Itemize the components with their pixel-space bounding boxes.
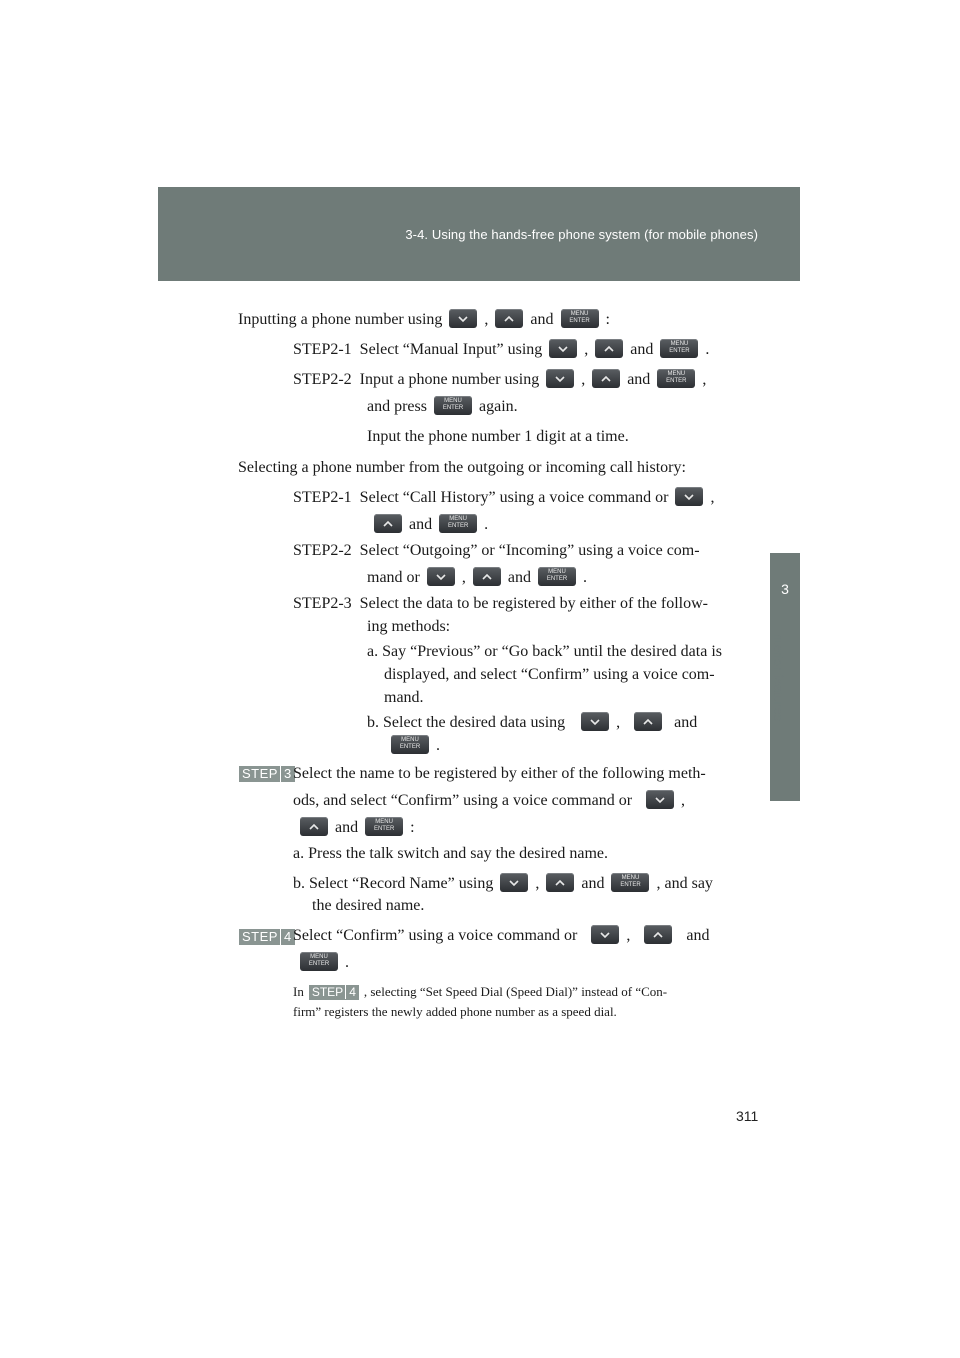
text: 4	[345, 985, 356, 999]
menu-enter-label: MENU ENTER	[447, 515, 469, 529]
step3-line1	[293, 764, 706, 784]
menu-enter-icon	[439, 514, 477, 533]
chevron-down-icon	[500, 873, 528, 892]
text: and	[409, 516, 433, 533]
chevron-up-icon	[644, 925, 672, 944]
method-a	[367, 642, 722, 662]
text: b. Select the desired data using	[367, 714, 566, 731]
text: ,	[535, 875, 540, 892]
text: and	[530, 311, 554, 328]
method-a-cont2	[384, 688, 424, 708]
menu-enter-label: MENU ENTER	[620, 874, 641, 888]
speed-dial-note	[293, 984, 667, 1000]
menu-enter-label: MENU ENTER	[308, 953, 330, 967]
text: Select “Outgoing” or “Incoming” using a voice com-	[359, 542, 700, 559]
chevron-up-icon	[634, 712, 662, 731]
text: Inputting a phone number using	[238, 311, 443, 328]
text: Input a phone number using	[359, 371, 540, 388]
text: b. Select “Record Name” using	[293, 875, 494, 892]
intro-line-manual	[238, 310, 610, 330]
text: ,	[584, 341, 589, 358]
text: Select the name to be registered by either of the following meth-	[293, 765, 706, 782]
chapter-number: 3	[781, 581, 789, 597]
step2-2-manual-note	[367, 427, 629, 447]
text: and	[335, 819, 359, 836]
chevron-down-icon	[427, 567, 455, 586]
text: displayed, and select “Confirm” using a voice com-	[384, 666, 715, 683]
text: ,	[616, 714, 621, 731]
chevron-up-icon	[300, 817, 328, 836]
text: Select the data to be registered by either of the follow-	[359, 595, 708, 612]
step2-2-history	[293, 541, 700, 561]
menu-enter-label: MENU ENTER	[442, 397, 464, 411]
menu-enter-label: MENU ENTER	[546, 568, 568, 582]
step-label: STEP2-2	[293, 371, 352, 388]
chevron-down-icon	[549, 339, 577, 358]
menu-enter-icon	[365, 817, 403, 836]
text: .	[345, 954, 349, 971]
menu-enter-label: MENU ENTER	[569, 310, 590, 324]
text: the desired name.	[312, 897, 425, 914]
step4-badge	[239, 929, 295, 945]
step4-line1	[293, 926, 709, 946]
method-b-cont	[384, 736, 440, 756]
menu-enter-label: MENU ENTER	[669, 340, 690, 354]
step2-1-manual	[293, 340, 709, 360]
step2-2-manual-cont	[367, 397, 518, 417]
text: Select “Confirm” using a voice command or	[293, 927, 578, 944]
text: ,	[681, 792, 686, 809]
menu-enter-label: MENU ENTER	[666, 370, 687, 384]
text: , selecting “Set Speed Dial (Speed Dial)” instead of “Con-	[363, 984, 668, 999]
step2-2-manual	[293, 370, 706, 390]
chevron-up-icon	[595, 339, 623, 358]
step4-line2	[293, 953, 349, 973]
text: ods, and select “Confirm” using a voice command or	[293, 792, 633, 809]
step2-2-history-cont	[367, 568, 587, 588]
text: Select “Call History” using a voice command or	[359, 489, 669, 506]
text: STEP	[311, 985, 344, 999]
text: and	[507, 569, 531, 586]
menu-enter-icon	[660, 339, 698, 358]
step-label: STEP2-2	[293, 542, 352, 559]
text: ,	[626, 927, 631, 944]
step-label: STEP2-1	[293, 489, 352, 506]
menu-enter-icon	[434, 396, 472, 415]
step-label: STEP2-1	[293, 341, 352, 358]
chevron-down-icon	[675, 487, 703, 506]
text: STEP	[242, 766, 278, 781]
step2-1-history	[293, 488, 714, 508]
chevron-down-icon	[449, 309, 477, 328]
page-number: 311	[736, 1108, 759, 1124]
section-header-bar	[158, 187, 800, 281]
text: ,	[461, 569, 466, 586]
step3-method-b	[293, 874, 713, 894]
menu-enter-icon	[657, 369, 695, 388]
text: and	[627, 371, 651, 388]
text: firm” registers the newly added phone number as a speed dial.	[293, 1004, 617, 1019]
text: .	[484, 516, 489, 533]
text: ing methods:	[367, 618, 451, 635]
chevron-up-icon	[546, 873, 574, 892]
chevron-down-icon	[546, 369, 574, 388]
speed-dial-note-cont	[293, 1004, 617, 1020]
menu-enter-icon	[561, 309, 599, 328]
step4-inline-badge	[309, 985, 359, 1000]
chevron-down-icon	[591, 925, 619, 944]
step2-1-history-cont	[367, 515, 488, 535]
menu-enter-label: MENU ENTER	[399, 736, 421, 750]
text: Selecting a phone number from the outgoing or incoming call history:	[238, 459, 686, 476]
text: In	[293, 984, 304, 999]
text: Select “Manual Input” using	[359, 341, 543, 358]
text: and	[581, 875, 605, 892]
text: 3	[280, 766, 292, 782]
text: mand.	[384, 689, 424, 706]
chevron-up-icon	[495, 309, 523, 328]
menu-enter-icon	[391, 735, 429, 754]
intro-line-history	[238, 458, 686, 478]
chevron-down-icon	[581, 712, 609, 731]
menu-enter-label: MENU ENTER	[373, 818, 395, 832]
step3-method-a	[293, 844, 608, 864]
step3-line3	[293, 818, 415, 838]
text: and press	[367, 398, 427, 415]
step2-3-history	[293, 594, 708, 614]
text: ,	[581, 371, 586, 388]
text: STEP	[242, 929, 278, 944]
text: Input the phone number 1 digit at a time.	[367, 428, 629, 445]
text: :	[605, 311, 610, 328]
step2-3-history-cont	[367, 617, 450, 637]
text: 4	[280, 929, 292, 945]
text: :	[410, 819, 415, 836]
section-title: 3-4. Using the hands-free phone system (for mobile phones)	[405, 227, 758, 242]
chapter-label: Interior features	[771, 630, 786, 722]
step3-method-b-cont	[312, 896, 424, 916]
menu-enter-icon	[611, 873, 649, 892]
step-label: STEP2-3	[293, 595, 352, 612]
menu-enter-icon	[538, 567, 576, 586]
text: and	[630, 341, 654, 358]
text: a. Press the talk switch and say the desired name.	[293, 845, 609, 862]
text: ,	[710, 489, 715, 506]
step3-line2	[293, 791, 685, 811]
method-b	[367, 713, 697, 733]
text: , and say	[656, 875, 713, 892]
text: .	[582, 569, 587, 586]
step3-badge	[239, 766, 295, 782]
text: .	[705, 341, 710, 358]
text: and	[674, 714, 698, 731]
text: a. Say “Previous” or “Go back” until the desired data is	[367, 643, 722, 660]
chevron-down-icon	[646, 790, 674, 809]
text: and	[686, 927, 710, 944]
text: .	[436, 737, 440, 754]
menu-enter-icon	[300, 952, 338, 971]
text: ,	[702, 371, 707, 388]
method-a-cont	[384, 665, 715, 685]
chevron-up-icon	[592, 369, 620, 388]
text: again.	[478, 398, 518, 415]
chevron-up-icon	[374, 514, 402, 533]
text: ,	[484, 311, 489, 328]
chevron-up-icon	[473, 567, 501, 586]
text: mand or	[367, 569, 420, 586]
